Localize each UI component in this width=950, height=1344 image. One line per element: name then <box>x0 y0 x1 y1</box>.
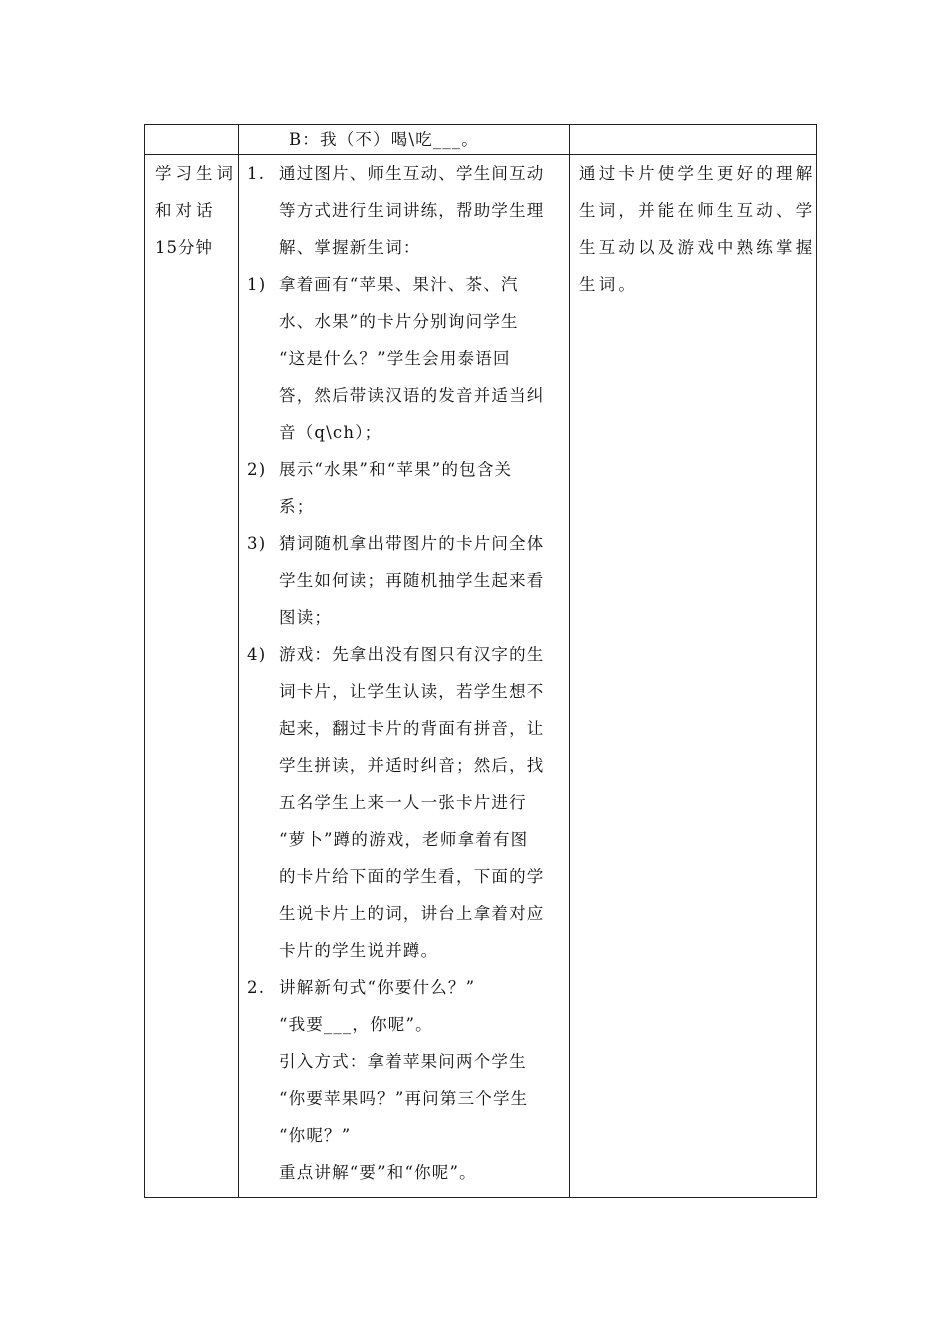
dialogue-line: B：我（不）喝\吃___。 <box>288 130 480 149</box>
lesson-plan-table <box>144 124 817 1198</box>
purpose-line: 通过卡片使学生更好的理解 <box>579 164 816 183</box>
stage-line: 和对话 <box>155 201 217 220</box>
content-cell <box>239 155 570 1198</box>
list-item: 2. 讲解新句式“你要什么？” “我要___，你呢”。 引入方式：拿着苹果问两个学生 “你要苹果吗？”再问第三个学生 “你呢？” 重点讲解“要”和“你呢”。 <box>239 969 569 1191</box>
item-number: 4) <box>247 645 267 664</box>
stage-cell <box>145 155 239 1198</box>
purpose-cell <box>570 155 817 1198</box>
item-number: 2. <box>247 978 266 997</box>
purpose-line: 生词，并能在师生互动、学 <box>579 201 816 220</box>
table-row <box>145 125 817 155</box>
purpose-cell <box>570 125 817 155</box>
item-number: 2) <box>247 460 267 479</box>
item-number: 1) <box>247 275 267 294</box>
list-item: 3) 猜词随机拿出带图片的卡片问全体 学生如何读；再随机抽学生起来看 图读； <box>239 525 569 636</box>
item-number: 1. <box>247 164 266 183</box>
list-item: 1. 通过图片、师生互动、学生间互动 等方式进行生词讲练，帮助学生理 解、掌握新生词： <box>239 155 569 266</box>
stage-cell <box>145 125 239 155</box>
table-row <box>145 155 817 1198</box>
purpose-line: 生词。 <box>579 275 639 294</box>
content-cell <box>239 125 570 155</box>
purpose-line: 生互动以及游戏中熟练掌握 <box>579 238 816 257</box>
list-item: 1) 拿着画有“苹果、果汁、茶、汽 水、水果”的卡片分别询问学生 “这是什么？”学生会用泰语回 答，然后带读汉语的发音并适当纠 音（q\ch）； <box>239 266 569 451</box>
stage-duration: 15分钟 <box>155 238 213 257</box>
list-item: 2) 展示“水果”和“苹果”的包含关 系； <box>239 451 569 525</box>
stage-line: 学习生词 <box>155 164 237 183</box>
item-number: 3) <box>247 534 267 553</box>
list-item: 4) 游戏：先拿出没有图只有汉字的生 词卡片，让学生认读，若学生想不 起来，翻过卡片的背面有拼音，让 学生拼读，并适时纠音；然后，找 五名学生上来一人一张卡片进行 “萝卜”蹲的游戏，老师拿着有图 的卡片给下面的学生看，下面的学 生说卡片上的词，讲台上拿着对应 卡片的学生说并蹲。 <box>239 636 569 969</box>
